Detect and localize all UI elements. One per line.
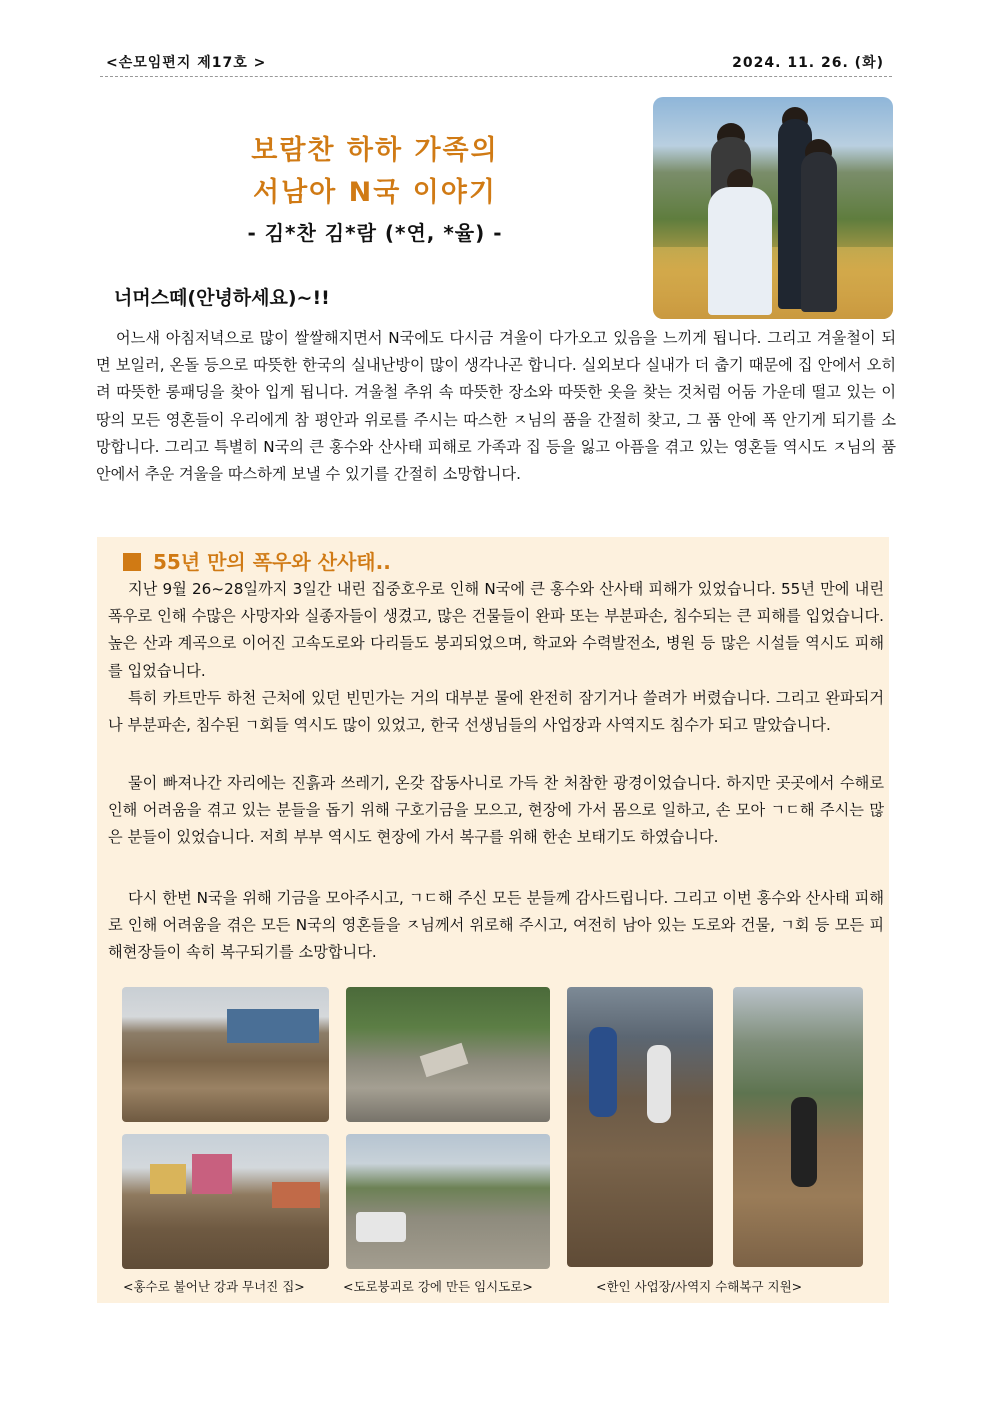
photo-caption-2: <도로붕괴로 강에 만든 임시도로> xyxy=(343,1279,533,1294)
house-shape xyxy=(272,1182,320,1208)
letter-date: 2024. 11. 26. (화) xyxy=(732,55,884,71)
building-shape xyxy=(227,1009,319,1043)
house-shape xyxy=(150,1164,186,1194)
photo-caption-3: <한인 사업장/사역지 수해복구 지원> xyxy=(596,1279,803,1294)
cleanup-photo-2 xyxy=(733,987,863,1267)
section-heading-text: 55년 만의 폭우와 산사태.. xyxy=(153,550,391,574)
landslide-photo xyxy=(346,987,550,1122)
greeting: 너머스떼(안녕하세요)~!! xyxy=(114,287,330,309)
worker-shape xyxy=(647,1045,671,1123)
page-title-line2: 서남아 N국 이야기 xyxy=(253,177,497,208)
page-title-line1: 보람찬 하하 가족의 xyxy=(251,135,499,166)
header-divider xyxy=(100,76,892,77)
collapsed-house-photo xyxy=(122,1134,329,1269)
temporary-road-photo xyxy=(346,1134,550,1269)
section-paragraph-1: 지난 9월 26~28일까지 3일간 내린 집중호우로 인해 N국에 큰 홍수와 산사태 피해가 있었습니다. 55년 만에 내린 폭우로 인해 수많은 사망자와 실종자들이 생겼고, 많은 건물들이 완파 또는 부분파손, 침수되는 큰 피해를 입었습니다. 높은 산과 계곡으로 이어진 고속도로와 다리들도 붕괴되었으며, 학교와 수력발전소, 병원 등 많은 시설들 역시도 피해를 입었습니다. xyxy=(108,580,884,680)
vehicle-shape xyxy=(356,1212,406,1242)
house-shape xyxy=(192,1154,232,1194)
intro-paragraph: 어느새 아침저녁으로 많이 쌀쌀해지면서 N국에도 다시금 겨울이 다가오고 있음을 느끼게 됩니다. 그리고 겨울철이 되면 보일러, 온돌 등으로 따뜻한 한국의 실내난방이 많이 생각나곤 합니다. 실외보다 실내가 더 춥기 때문에 집 안에서 오히려 따뜻한 롱패딩을 찾아 입게 됩니다. 겨울철 추위 속 따뜻한 장소와 따뜻한 옷을 찾는 것처럼 어둠 가운데 떨고 있는 이 땅의 모든 영혼들이 우리에게 참 평안과 위로를 주시는 따스한 ㅈ님의 품을 간절히 찾고, 그 품 안에 폭 안기게 되기를 소망합니다. 그리고 특별히 N국의 큰 홍수와 산사태 피해로 가족과 집 등을 잃고 아픔을 겪고 있는 영혼들 역시도 ㅈ님의 품 안에서 추운 겨울을 따스하게 보낼 수 있기를 간절히 소망합니다. xyxy=(96,329,896,484)
worker-shape xyxy=(589,1027,617,1117)
family-photo xyxy=(653,97,893,319)
field-background xyxy=(653,247,893,319)
section-paragraph-2: 특히 카트만두 하천 근처에 있던 빈민가는 거의 대부분 물에 완전히 잠기거나 쓸려가 버렸습니다. 그리고 완파되거나 부분파손, 침수된 ㄱ회들 역시도 많이 있었고, 한국 선생님들의 사업장과 사역지도 침수가 되고 말았습니다. xyxy=(108,689,884,735)
page-subtitle: - 김*찬 김*람 (*연, *율) - xyxy=(247,221,503,245)
letter-issue-label: <손모임편지 제17호 > xyxy=(106,55,267,71)
section-paragraph-3: 물이 빠져나간 자리에는 진흙과 쓰레기, 온갖 잡동사니로 가득 찬 처참한 광경이었습니다. 하지만 곳곳에서 수해로 인해 어려움을 겪고 있는 분들을 돕기 위해 구호기금을 모으고, 현장에 가서 몸으로 일하고, 손 모아 ㄱㄷ해 주시는 많은 분들이 있었습니다. 저희 부부 역시도 현장에 가서 복구를 위해 한손 보태기도 하였습니다. xyxy=(108,774,884,847)
flood-river-photo xyxy=(122,987,329,1122)
section-paragraph-4: 다시 한번 N국을 위해 기금을 모아주시고, ㄱㄷ해 주신 모든 분들께 감사드립니다. 그리고 이번 홍수와 산사태 피해로 인해 어려움을 겪은 모든 N국의 영혼들을 ㅈ님께서 위로해 주시고, 여전히 남아 있는 도로와 건물, ㄱ회 등 모든 피해현장들이 속히 복구되기를 소망합니다. xyxy=(108,889,884,962)
cleanup-photo-1 xyxy=(567,987,713,1267)
person-figure xyxy=(708,187,772,315)
worker-shape xyxy=(791,1097,817,1187)
photo-caption-1: <홍수로 불어난 강과 무너진 집> xyxy=(123,1279,305,1294)
square-bullet-icon xyxy=(123,553,141,571)
section-heading xyxy=(123,546,391,575)
person-figure xyxy=(801,152,837,312)
debris-shape xyxy=(420,1043,469,1078)
